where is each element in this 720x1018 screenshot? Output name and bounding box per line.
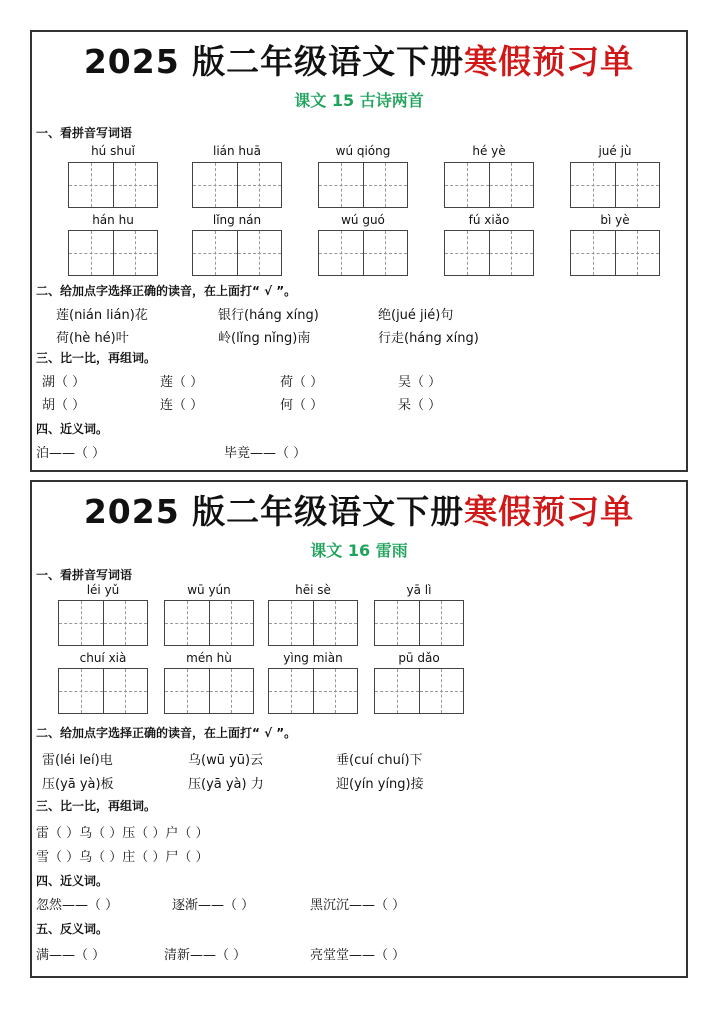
pronunciation-item: 雷(léi leí)电 xyxy=(42,753,113,768)
pinyin-label: wú qióng xyxy=(335,144,391,158)
pinyin-label: yā lì xyxy=(406,583,432,597)
writing-grid[interactable] xyxy=(318,230,408,276)
pinyin-label: lián huā xyxy=(212,144,261,158)
pinyin-label: bì yè xyxy=(600,213,630,227)
pronunciation-item: 行走(háng xíng) xyxy=(378,331,479,346)
section-5-heading: 五、反义词。 xyxy=(36,922,109,936)
compare-item: 吴（ ） xyxy=(398,375,442,390)
writing-grid[interactable] xyxy=(374,600,464,646)
synonym-item: 泊——（ ） xyxy=(36,446,106,461)
pinyin-label: yìng miàn xyxy=(283,651,343,665)
writing-grid[interactable] xyxy=(570,230,660,276)
compare-row: 雷（ ）乌（ ）压（ ）户（ ） xyxy=(36,826,209,841)
title-highlight: 寒假预习单 xyxy=(464,42,635,81)
section-3-heading: 三、比一比，再组词。 xyxy=(36,351,157,365)
title-main: 2025 版二年级语文下册 xyxy=(83,492,465,531)
synonym-item: 黑沉沉——（ ） xyxy=(310,898,406,913)
pinyin-label: hú shuǐ xyxy=(91,144,135,158)
writing-grid[interactable] xyxy=(164,668,254,714)
pinyin-label: chuí xià xyxy=(79,651,127,665)
writing-grid[interactable] xyxy=(192,230,282,276)
pronunciation-item: 岭(lǐng nǐng)南 xyxy=(218,331,311,346)
worksheet-title xyxy=(32,36,686,83)
pronunciation-item: 压(yā yà)板 xyxy=(42,777,114,792)
writing-grid[interactable] xyxy=(164,600,254,646)
antonym-item: 亮堂堂——（ ） xyxy=(310,948,406,963)
writing-grid[interactable] xyxy=(68,162,158,208)
compare-item: 荷（ ） xyxy=(280,375,324,390)
synonym-item: 忽然——（ ） xyxy=(36,898,119,913)
lesson-subtitle: 课文 16 雷雨 xyxy=(310,541,408,560)
writing-grid[interactable] xyxy=(268,668,358,714)
pinyin-label: hé yè xyxy=(472,144,506,158)
writing-grid[interactable] xyxy=(444,230,534,276)
compare-item: 湖（ ） xyxy=(42,375,86,390)
worksheet-lesson-15 xyxy=(30,30,688,472)
pinyin-label: wū yún xyxy=(187,583,231,597)
pinyin-label: hēi sè xyxy=(295,583,331,597)
pinyin-label: wú guó xyxy=(341,213,385,227)
lesson-subtitle: 课文 15 古诗两首 xyxy=(294,91,424,110)
compare-item: 胡（ ） xyxy=(42,398,86,413)
writing-grid[interactable] xyxy=(192,162,282,208)
section-2-heading: 二、给加点字选择正确的读音，在上面打“ √ ”。 xyxy=(36,726,297,740)
pinyin-label: fú xiǎo xyxy=(468,213,510,227)
writing-grid[interactable] xyxy=(318,162,408,208)
section-2-heading: 二、给加点字选择正确的读音，在上面打“ √ ”。 xyxy=(36,284,297,298)
pinyin-label: pū dǎo xyxy=(398,651,440,665)
writing-grid[interactable] xyxy=(374,668,464,714)
pinyin-label: mén hù xyxy=(186,651,232,665)
section-1-heading: 一、看拼音写词语 xyxy=(36,126,133,140)
writing-grid[interactable] xyxy=(58,600,148,646)
section-3-heading: 三、比一比，再组词。 xyxy=(36,799,157,813)
pronunciation-item: 银行(háng xíng) xyxy=(218,308,319,323)
compare-item: 莲（ ） xyxy=(160,375,204,390)
writing-grid[interactable] xyxy=(268,600,358,646)
title-main: 2025 版二年级语文下册 xyxy=(83,42,465,81)
compare-item: 连（ ） xyxy=(160,398,204,413)
antonym-item: 清新——（ ） xyxy=(164,948,247,963)
pronunciation-item: 乌(wū yū)云 xyxy=(188,753,264,768)
synonym-item: 逐渐——（ ） xyxy=(172,898,255,913)
pinyin-label: jué jù xyxy=(598,144,632,158)
writing-grid[interactable] xyxy=(444,162,534,208)
pronunciation-item: 绝(jué jié)句 xyxy=(378,308,454,323)
compare-item: 何（ ） xyxy=(280,398,324,413)
synonym-item: 毕竟——（ ） xyxy=(224,446,307,461)
pronunciation-item: 莲(nián lián)花 xyxy=(56,308,148,323)
compare-row: 雪（ ）乌（ ）庄（ ）尸（ ） xyxy=(36,850,209,865)
pinyin-label: léi yǔ xyxy=(86,583,120,597)
writing-grid[interactable] xyxy=(68,230,158,276)
section-1-heading: 一、看拼音写词语 xyxy=(36,568,133,582)
writing-grid[interactable] xyxy=(58,668,148,714)
title-highlight: 寒假预习单 xyxy=(464,492,635,531)
worksheet-title xyxy=(32,486,686,533)
pinyin-label: hán hu xyxy=(92,213,134,227)
worksheet-lesson-16 xyxy=(30,480,688,978)
pronunciation-item: 荷(hè hé)叶 xyxy=(56,331,129,346)
section-4-heading: 四、近义词。 xyxy=(36,422,109,436)
compare-item: 呆（ ） xyxy=(398,398,442,413)
pronunciation-item: 垂(cuí chuí)下 xyxy=(336,753,423,768)
pronunciation-item: 压(yā yà) 力 xyxy=(188,777,264,792)
pronunciation-item: 迎(yín yíng)接 xyxy=(336,777,424,792)
writing-grid[interactable] xyxy=(570,162,660,208)
section-4-heading: 四、近义词。 xyxy=(36,874,109,888)
pinyin-label: lǐng nán xyxy=(212,213,262,227)
antonym-item: 满——（ ） xyxy=(36,948,106,963)
